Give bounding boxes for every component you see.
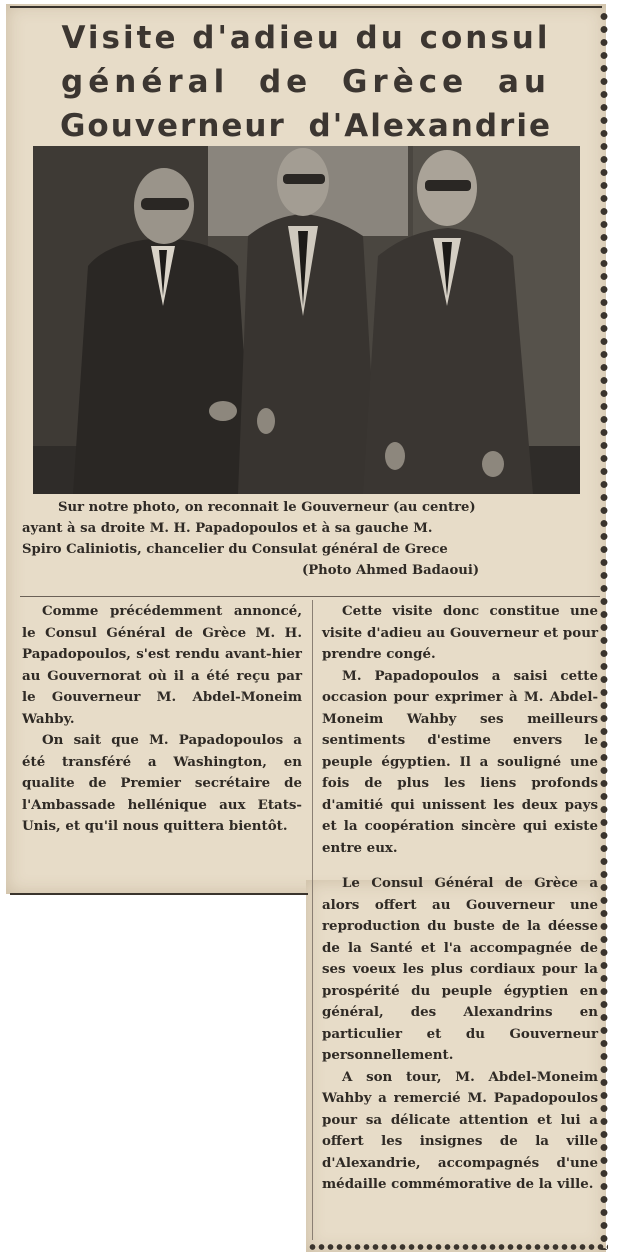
photograph-three-men-icon [33,146,580,494]
article-paragraph: Le Consul Général de Grèce a alors offert au Gouverneur une reproduction du buste de la déesse de la Santé et l'a accompagnée de ses voeux les plus cordiaux pour la prospérité du peuple égyptien en général, des Alexandrins en particulier et du Gouverneur personnellement. [322,875,598,1063]
headline [14,16,598,148]
headline-line-2: général de Grèce au [61,64,551,100]
column-divider [312,600,313,1240]
caption-line-2: ayant à sa droite M. H. Papadopoulos et à sa gauche M. [22,521,433,536]
article-paragraph: A son tour, M. Abdel-Moneim Wahby a remercié M. Papadopoulos pour sa délicate attention et lui a offert les insignes de la ville d'Alexandrie, accompagnés d'une médaille commémorative de la ville. [322,1068,598,1192]
article-column-left [22,601,302,838]
dotted-border-right [598,10,610,1250]
article-paragraph: M. Papadopoulos a saisi cette occasion pour exprimer à M. Abdel-Moneim Wahby ses meilleurs sentiments d'estime envers le peuple égyptien. Il a souligné une fois de plus les liens profonds d'amitié qui unissent les deux pays et la coopération sincère qui existe entre eux. [322,667,598,856]
caption-line-1: Sur notre photo, on reconnait le Gouverneur (au centre) [58,500,476,515]
bottom-rule-left [10,893,308,895]
article-paragraph: On sait que M. Papadopoulos a été transféré a Washington, en qualite de Premier secrétaire de l'Ambassade hellénique aux Etats-Unis, et qu'il nous quittera bientôt. [22,732,302,834]
headline-line-3: Gouverneur d'Alexandrie [59,108,552,144]
headline-line-1: Visite d'adieu du consul [61,20,551,56]
article-column-right-top [322,601,598,859]
article-column-right-bottom [322,873,598,1196]
dotted-border-bottom [308,1242,608,1252]
article-paragraph: Comme précédemment annoncé, le Consul Général de Grèce M. H. Papadopoulos, s'est rendu avant-hier au Gouvernorat où il a été reçu par le Gouverneur M. Abdel-Moneim Wahby. [22,603,302,727]
caption-line-3: Spiro Caliniotis, chancelier du Consulat général de Grece [22,542,448,557]
caption-divider [20,596,600,597]
photo-caption [22,497,592,581]
photo-credit: (Photo Ahmed Badaoui) [302,563,480,578]
top-rule [10,6,602,8]
article-paragraph: Cette visite donc constitue une visite d'adieu au Gouverneur et pour prendre congé. [322,603,598,662]
